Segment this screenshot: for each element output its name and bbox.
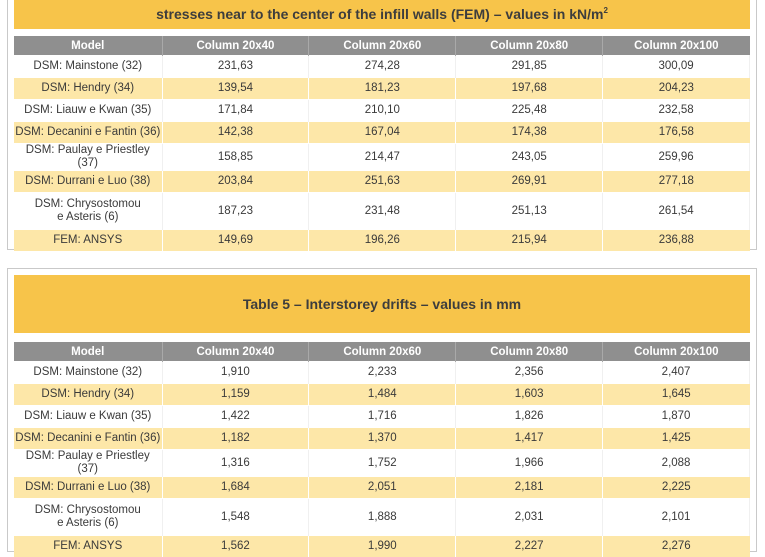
value-cell: 167,04	[309, 122, 456, 144]
drift-table-panel	[7, 268, 757, 552]
model-name: DSM: Durrani e Luo (38)	[25, 481, 150, 493]
value-cell: 2,356	[456, 362, 603, 384]
table-row	[14, 78, 750, 100]
model-cell	[14, 171, 162, 193]
model-name: DSM: Paulay e Priestley (37)	[26, 450, 150, 475]
value-cell: 2,088	[603, 450, 750, 477]
value-cell: 1,752	[309, 450, 456, 477]
table-row	[14, 450, 750, 477]
model-cell	[14, 450, 162, 477]
value-cell: 2,051	[309, 477, 456, 499]
model-name-line2: e Asteris (6)	[57, 211, 118, 223]
model-name: DSM: Liauw e Kwan (35)	[24, 410, 151, 422]
drift-table	[14, 342, 750, 557]
value-cell: 181,23	[309, 78, 456, 100]
model-name: DSM: Durrani e Luo (38)	[25, 175, 150, 187]
value-cell: 1,990	[309, 536, 456, 557]
value-cell: 2,276	[603, 536, 750, 557]
table-title-bar	[14, 275, 750, 333]
table-row	[14, 193, 750, 230]
model-cell	[14, 100, 162, 122]
value-cell: 171,84	[162, 100, 309, 122]
value-cell: 149,69	[162, 230, 309, 252]
value-cell: 187,23	[162, 193, 309, 230]
value-cell: 1,548	[162, 499, 309, 536]
model-name: DSM: Decanini e Fantin (36)	[15, 126, 160, 138]
table-header-row	[14, 36, 750, 56]
value-cell: 158,85	[162, 144, 309, 171]
value-cell: 214,47	[309, 144, 456, 171]
value-cell: 1,966	[456, 450, 603, 477]
value-cell: 274,28	[309, 56, 456, 78]
value-cell: 2,031	[456, 499, 603, 536]
model-cell	[14, 536, 162, 557]
value-cell: 2,407	[603, 362, 750, 384]
value-cell: 2,101	[603, 499, 750, 536]
model-name: DSM: Paulay e Priestley (37)	[26, 144, 150, 169]
table-row	[14, 230, 750, 252]
value-cell: 197,68	[456, 78, 603, 100]
model-name: DSM: Liauw e Kwan (35)	[24, 104, 151, 116]
value-cell: 231,63	[162, 56, 309, 78]
stress-table	[14, 36, 750, 251]
table-row	[14, 100, 750, 122]
value-cell: 196,26	[309, 230, 456, 252]
table-row	[14, 122, 750, 144]
value-cell: 1,562	[162, 536, 309, 557]
value-cell: 139,54	[162, 78, 309, 100]
value-cell: 1,422	[162, 406, 309, 428]
value-cell: 1,316	[162, 450, 309, 477]
model-name: DSM: Hendry (34)	[41, 388, 134, 400]
column-header-model: Model	[14, 342, 162, 362]
model-name: DSM: Chrysostomou	[35, 504, 141, 516]
model-cell	[14, 230, 162, 252]
value-cell: 231,48	[309, 193, 456, 230]
column-header: Column 20x60	[309, 36, 456, 56]
model-cell	[14, 477, 162, 499]
value-cell: 210,10	[309, 100, 456, 122]
column-header: Column 20x60	[309, 342, 456, 362]
value-cell: 1,370	[309, 428, 456, 450]
table-row	[14, 384, 750, 406]
value-cell: 1,645	[603, 384, 750, 406]
model-name: FEM: ANSYS	[53, 234, 122, 246]
table-title: Table 5 – Interstorey drifts – values in mm	[243, 296, 521, 312]
value-cell: 2,225	[603, 477, 750, 499]
value-cell: 269,91	[456, 171, 603, 193]
table-title-bar	[14, 0, 750, 29]
value-cell: 2,181	[456, 477, 603, 499]
value-cell: 1,684	[162, 477, 309, 499]
value-cell: 1,159	[162, 384, 309, 406]
model-name: DSM: Decanini e Fantin (36)	[15, 432, 160, 444]
value-cell: 1,603	[456, 384, 603, 406]
stress-table-panel	[7, 0, 757, 250]
model-name: DSM: Mainstone (32)	[33, 366, 142, 378]
value-cell: 1,888	[309, 499, 456, 536]
value-cell: 261,54	[603, 193, 750, 230]
column-header: Column 20x100	[603, 36, 750, 56]
value-cell: 1,716	[309, 406, 456, 428]
value-cell: 251,63	[309, 171, 456, 193]
value-cell: 300,09	[603, 56, 750, 78]
model-cell	[14, 144, 162, 171]
value-cell: 203,84	[162, 171, 309, 193]
table-row	[14, 144, 750, 171]
value-cell: 236,88	[603, 230, 750, 252]
value-cell: 2,227	[456, 536, 603, 557]
table-row	[14, 56, 750, 78]
table-row	[14, 477, 750, 499]
value-cell: 225,48	[456, 100, 603, 122]
table-row	[14, 536, 750, 557]
value-cell: 1,910	[162, 362, 309, 384]
table-row	[14, 171, 750, 193]
table-row	[14, 428, 750, 450]
value-cell: 215,94	[456, 230, 603, 252]
model-cell	[14, 428, 162, 450]
value-cell: 1,425	[603, 428, 750, 450]
value-cell: 1,826	[456, 406, 603, 428]
model-name: FEM: ANSYS	[53, 540, 122, 552]
column-header: Column 20x40	[162, 36, 309, 56]
model-cell	[14, 122, 162, 144]
table-row	[14, 499, 750, 536]
model-cell	[14, 56, 162, 78]
table-row	[14, 406, 750, 428]
value-cell: 1,417	[456, 428, 603, 450]
model-cell	[14, 406, 162, 428]
value-cell: 174,38	[456, 122, 603, 144]
model-name: DSM: Chrysostomou	[35, 198, 141, 210]
value-cell: 142,38	[162, 122, 309, 144]
title-superscript: 2	[603, 6, 607, 15]
value-cell: 204,23	[603, 78, 750, 100]
column-header: Column 20x40	[162, 342, 309, 362]
model-cell	[14, 384, 162, 406]
column-header-model: Model	[14, 36, 162, 56]
value-cell: 232,58	[603, 100, 750, 122]
value-cell: 2,233	[309, 362, 456, 384]
column-header: Column 20x80	[456, 342, 603, 362]
model-cell	[14, 499, 162, 536]
value-cell: 251,13	[456, 193, 603, 230]
model-cell	[14, 362, 162, 384]
model-name: DSM: Hendry (34)	[41, 82, 134, 94]
model-cell	[14, 78, 162, 100]
column-header: Column 20x100	[603, 342, 750, 362]
value-cell: 1,484	[309, 384, 456, 406]
column-header: Column 20x80	[456, 36, 603, 56]
value-cell: 176,58	[603, 122, 750, 144]
model-cell	[14, 193, 162, 230]
table-header-row	[14, 342, 750, 362]
value-cell: 259,96	[603, 144, 750, 171]
value-cell: 277,18	[603, 171, 750, 193]
table-row	[14, 362, 750, 384]
value-cell: 291,85	[456, 56, 603, 78]
model-name-line2: e Asteris (6)	[57, 517, 118, 529]
value-cell: 1,870	[603, 406, 750, 428]
table-title: stresses near to the center of the infill walls (FEM) – values in $kN/m^2$	[156, 6, 608, 22]
model-name: DSM: Mainstone (32)	[33, 60, 142, 72]
value-cell: 1,182	[162, 428, 309, 450]
value-cell: 243,05	[456, 144, 603, 171]
